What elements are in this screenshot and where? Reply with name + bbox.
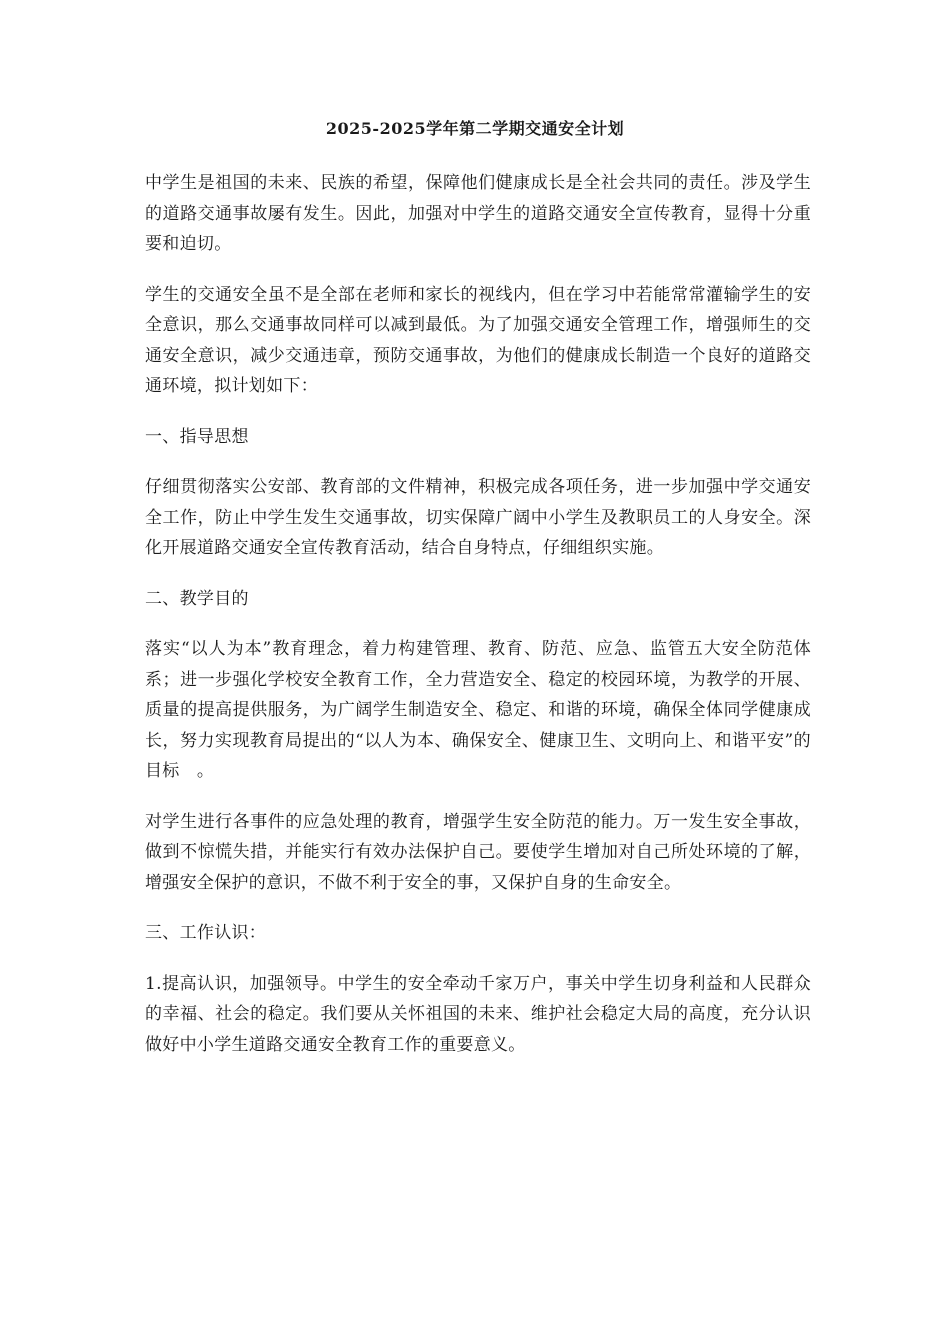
- document-title: 2025-2025学年第二学期交通安全计划: [325, 119, 625, 138]
- paragraph-emergency-education: 对学生进行各事件的应急处理的教育，增强学生安全防范的能力。万一发生安全事故，做到不惊慌失措，并能实行有效办法保护自己。要使学生增加对自己所处环境的了解，增强安全保护的意识，不做不利于安全的事，又保护自身的生命安全。: [145, 811, 811, 893]
- paragraph-plan-purpose: 学生的交通安全虽不是全部在老师和家长的视线内，但在学习中若能常常灌输学生的安全意识，那么交通事故同样可以减到最低。为了加强交通安全管理工作，增强师生的交通安全意识，减少交通违章，预防交通事故，为他们的健康成长制造一个良好的道路交通环境，拟计划如下：: [145, 284, 811, 396]
- paragraph-teaching-goals: 落实“以人为本”教育理念，着力构建管理、教育、防范、应急、监管五大安全防范体系；进一步强化学校安全教育工作，全力营造安全、稳定的校园环境，为教学的开展、质量的提高提供服务，为广阔学生制造安全、稳定、和谐的环境，确保全体同学健康成长，努力实现教育局提出的“以人为本、确保安全、健康卫生、文明向上、和谐平安”的目标 。: [145, 639, 811, 781]
- section-heading-work-understanding: 三、工作认识：: [145, 923, 267, 943]
- section-heading-guiding-ideology: 一、指导思想: [145, 426, 249, 447]
- paragraph-guiding-ideology: 仔细贯彻落实公安部、教育部的文件精神，积极完成各项任务，进一步加强中学交通安全工作，防止中学生发生交通事故，切实保障广阔中小学生及教职员工的人身安全。深化开展道路交通安全宣传教育活动，结合自身特点，仔细组织实施。: [145, 477, 811, 558]
- section-heading-teaching-goals: 二、教学目的: [145, 588, 249, 609]
- paragraph-intro: 中学生是祖国的未来、民族的希望，保障他们健康成长是全社会共同的责任。涉及学生的道路交通事故屡有发生。因此，加强对中学生的道路交通安全宣传教育，显得十分重要和迫切。: [145, 173, 811, 254]
- document-body: [145, 168, 811, 1060]
- paragraph-raise-awareness: 1.提高认识，加强领导。中学生的安全牵动千家万户，事关中学生切身利益和人民群众的幸福、社会的稳定。我们要从关怀祖国的未来、维护社会稳定大局的高度，充分认识做好中小学生道路交通安全教育工作的重要意义。: [145, 973, 811, 1055]
